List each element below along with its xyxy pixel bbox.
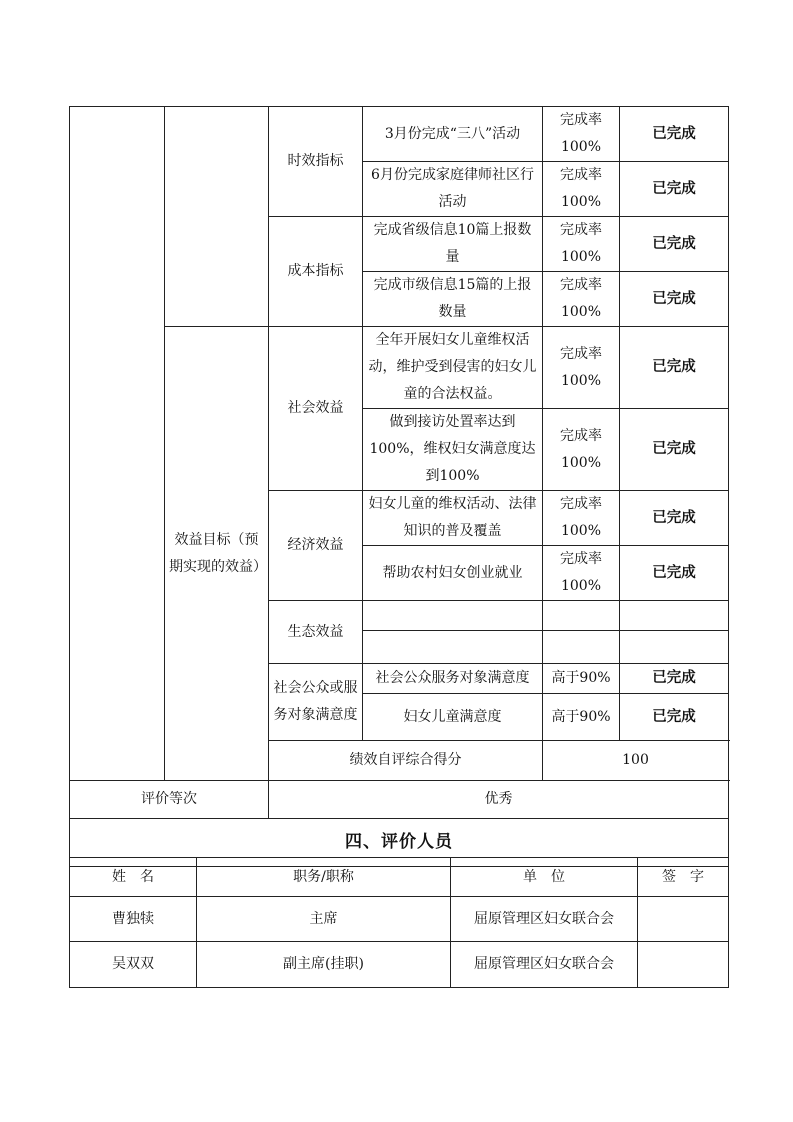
header-unit: 单 位 <box>451 858 638 897</box>
score-value: 100 <box>543 741 729 781</box>
indicator-status: 已完成 <box>620 162 729 217</box>
blank-col-2 <box>165 107 269 327</box>
indicator-status: 已完成 <box>620 491 729 546</box>
header-name: 姓 名 <box>70 858 197 897</box>
indicator-desc: 完成省级信息10篇上报数量 <box>363 217 543 272</box>
empty-cell <box>543 631 620 664</box>
indicator-cost-label: 成本指标 <box>269 217 363 327</box>
indicator-rate: 高于90% <box>543 664 620 694</box>
empty-cell <box>363 631 543 664</box>
indicator-status: 已完成 <box>620 107 729 162</box>
indicator-desc: 做到接访处置率达到100%，维权妇女满意度达到100% <box>363 409 543 491</box>
indicator-desc: 全年开展妇女儿童维权活动，维护受到侵害的妇女儿童的合法权益。 <box>363 327 543 409</box>
indicator-desc: 帮助农村妇女创业就业 <box>363 546 543 601</box>
grade-value: 优秀 <box>269 781 729 819</box>
indicator-rate: 高于90% <box>543 694 620 741</box>
indicator-status: 已完成 <box>620 664 729 694</box>
indicator-rate: 完成率100% <box>543 327 620 409</box>
indicator-ecological-label: 生态效益 <box>269 601 363 664</box>
score-label: 绩效自评综合得分 <box>269 741 543 781</box>
indicator-rate: 完成率100% <box>543 217 620 272</box>
performance-table <box>69 106 729 867</box>
empty-cell <box>620 601 729 631</box>
section-title: 四、评价人员 <box>70 819 729 867</box>
empty-cell <box>620 631 729 664</box>
indicator-desc: 3月份完成“三八”活动 <box>363 107 543 162</box>
indicator-economic-label: 经济效益 <box>269 491 363 601</box>
indicator-satisfaction-label: 社会公众或服务对象满意度 <box>269 664 363 741</box>
indicator-rate: 完成率100% <box>543 409 620 491</box>
empty-cell <box>543 601 620 631</box>
indicator-rate: 完成率100% <box>543 272 620 327</box>
indicator-desc: 妇女儿童满意度 <box>363 694 543 741</box>
indicator-rate: 完成率100% <box>543 546 620 601</box>
indicator-status: 已完成 <box>620 694 729 741</box>
person-unit: 屈原管理区妇女联合会 <box>451 942 638 988</box>
indicator-desc: 社会公众服务对象满意度 <box>363 664 543 694</box>
indicator-status: 已完成 <box>620 217 729 272</box>
header-sign: 签 字 <box>638 858 729 897</box>
indicator-status: 已完成 <box>620 546 729 601</box>
evaluators-table <box>69 857 729 988</box>
person-sign <box>638 897 729 942</box>
person-name: 吴双双 <box>70 942 197 988</box>
grade-label: 评价等次 <box>70 781 269 819</box>
indicator-desc: 6月份完成家庭律师社区行活动 <box>363 162 543 217</box>
indicator-status: 已完成 <box>620 272 729 327</box>
indicator-timely-label: 时效指标 <box>269 107 363 217</box>
indicator-rate: 完成率100% <box>543 162 620 217</box>
person-sign <box>638 942 729 988</box>
indicator-social-label: 社会效益 <box>269 327 363 491</box>
indicator-status: 已完成 <box>620 327 729 409</box>
indicator-rate: 完成率100% <box>543 491 620 546</box>
indicator-rate: 完成率100% <box>543 107 620 162</box>
person-unit: 屈原管理区妇女联合会 <box>451 897 638 942</box>
empty-cell <box>363 601 543 631</box>
benefit-group-label: 效益目标（预期实现的效益） <box>165 327 269 781</box>
person-title: 主席 <box>197 897 451 942</box>
indicator-desc: 妇女儿童的维权活动、法律知识的普及覆盖 <box>363 491 543 546</box>
person-title: 副主席(挂职) <box>197 942 451 988</box>
indicator-status: 已完成 <box>620 409 729 491</box>
header-title: 职务/职称 <box>197 858 451 897</box>
person-name: 曹独犊 <box>70 897 197 942</box>
blank-col-1 <box>70 107 165 781</box>
indicator-desc: 完成市级信息15篇的上报数量 <box>363 272 543 327</box>
